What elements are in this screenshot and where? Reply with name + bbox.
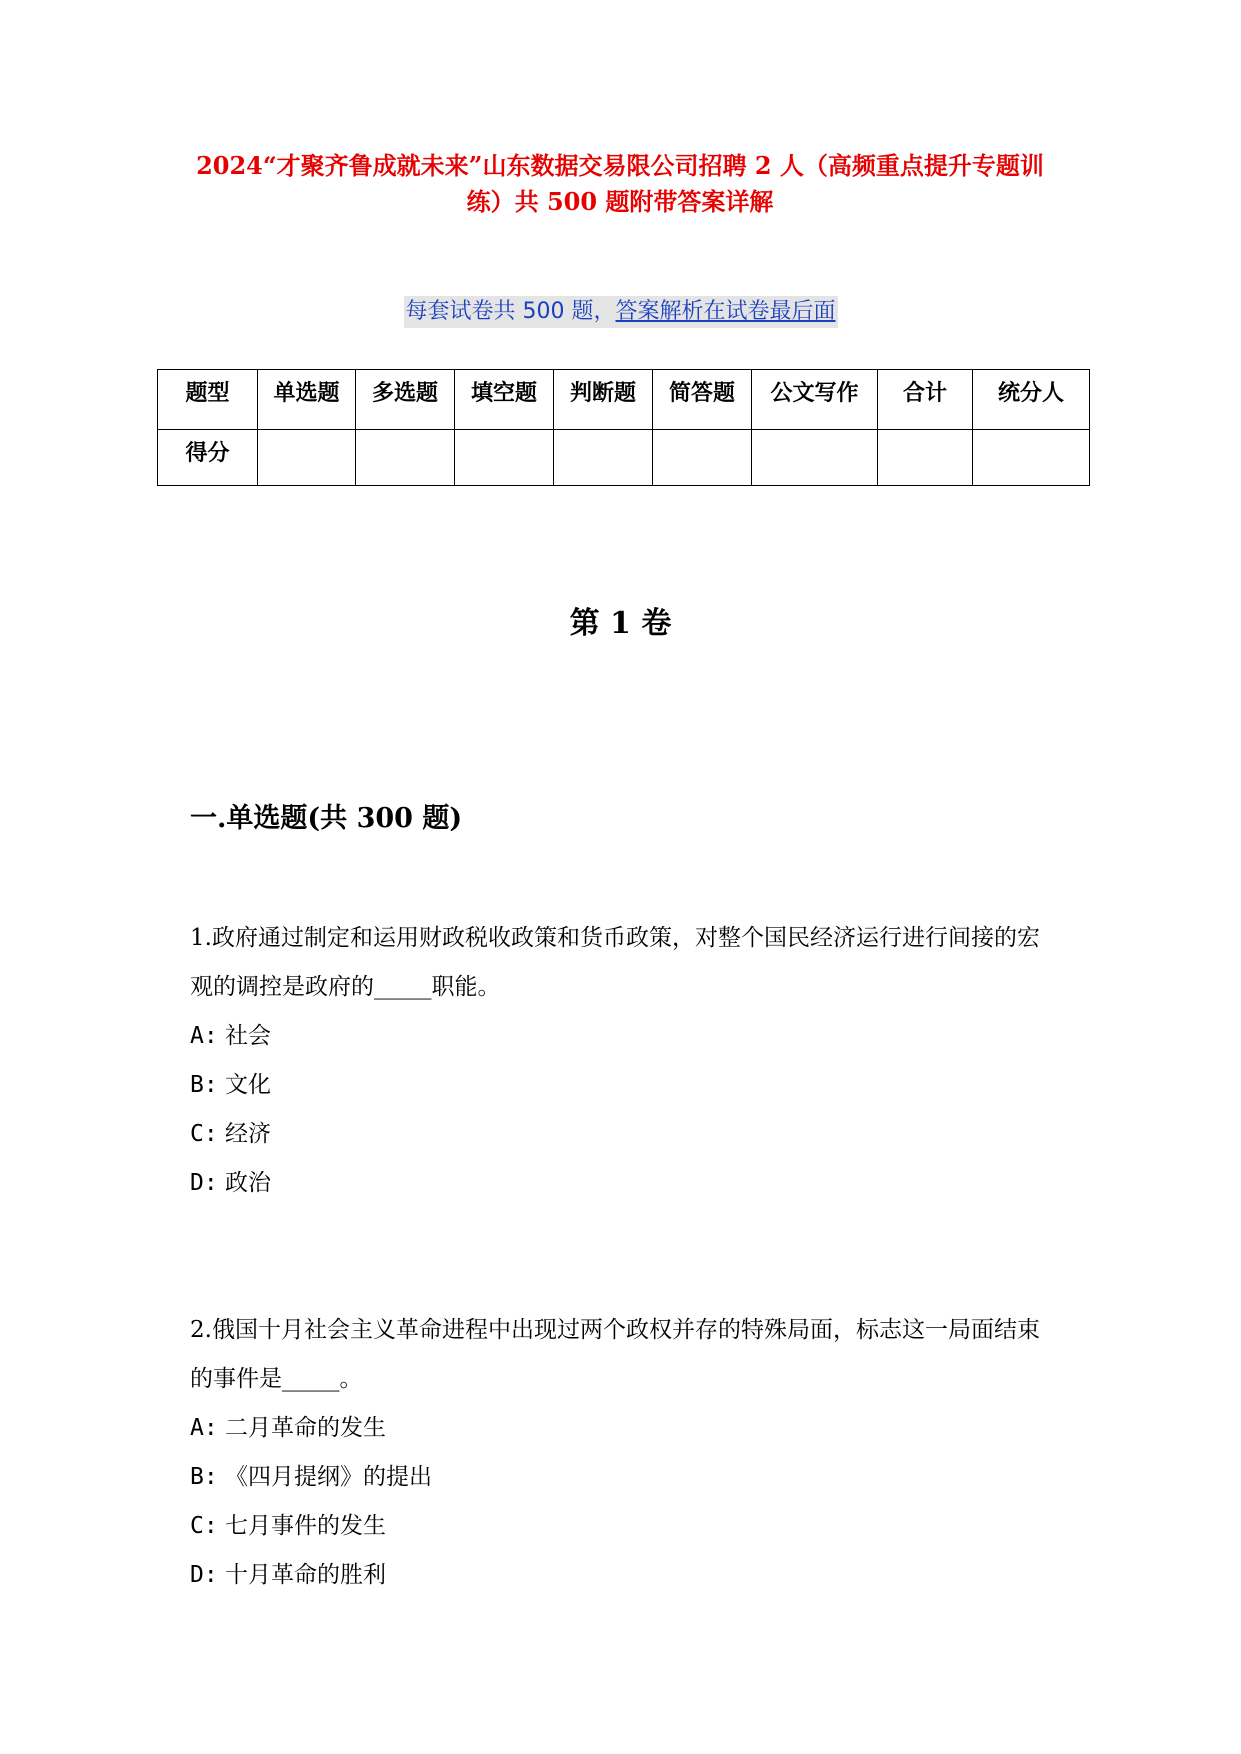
score-cell [973, 430, 1090, 486]
option-label: C: [190, 1121, 218, 1147]
score-cell [356, 430, 455, 486]
option-text: 十月革命的胜利 [225, 1562, 387, 1588]
document-title: 2024“才聚齐鲁成就未来”山东数据交易限公司招聘 2 人（高频重点提升专题训练）共 500 题附带答案详解 [196, 151, 1044, 216]
score-cell [455, 430, 554, 486]
subtitle-part1: 每套试卷共 500 题， [405, 299, 616, 324]
question-stem: 2.俄国十月社会主义革命进程中出现过两个政权并存的特殊局面，标志这一局面结束的事件是_____。 [190, 1317, 1040, 1392]
score-table-score-row [158, 430, 1090, 486]
subtitle [404, 296, 838, 328]
option-b [190, 1061, 1060, 1110]
option-label: B: [190, 1464, 218, 1490]
option-a [190, 1012, 1060, 1061]
option-text: 政治 [225, 1170, 272, 1196]
option-label: A: [190, 1415, 218, 1441]
option-b [190, 1453, 1060, 1502]
header-cell: 多选题 [356, 370, 455, 430]
header-cell: 合计 [878, 370, 973, 430]
volume-title: 第 1 卷 [569, 606, 672, 641]
question-stem: 1.政府通过制定和运用财政税收政策和货币政策，对整个国民经济运行进行间接的宏观的调控是政府的_____职能。 [190, 925, 1040, 1000]
subtitle-part2: 答案解析在试卷最后面 [615, 299, 836, 324]
header-cell: 题型 [158, 370, 258, 430]
header-cell: 简答题 [653, 370, 752, 430]
header-cell: 公文写作 [752, 370, 878, 430]
header-cell: 统分人 [973, 370, 1090, 430]
option-label: C: [190, 1513, 218, 1539]
header-cell: 填空题 [455, 370, 554, 430]
header-cell: 判断题 [554, 370, 653, 430]
option-text: 经济 [225, 1121, 272, 1147]
option-a [190, 1404, 1060, 1453]
score-cell [258, 430, 356, 486]
option-c [190, 1110, 1060, 1159]
option-d [190, 1159, 1060, 1208]
score-table-header-row [158, 370, 1090, 430]
option-c [190, 1502, 1060, 1551]
option-text: 《四月提纲》的提出 [225, 1464, 433, 1490]
subtitle-container [0, 296, 1241, 328]
option-label: A: [190, 1023, 218, 1049]
option-label: B: [190, 1072, 218, 1098]
option-text: 社会 [225, 1023, 272, 1049]
option-text: 文化 [225, 1072, 272, 1098]
section-title: 一.单选题(共 300 题) [190, 803, 463, 834]
score-cell [653, 430, 752, 486]
option-text: 七月事件的发生 [225, 1513, 387, 1539]
option-label: D: [190, 1562, 218, 1588]
question-1 [190, 914, 1060, 1208]
score-cell [878, 430, 973, 486]
score-cell [752, 430, 878, 486]
header-cell: 单选题 [258, 370, 356, 430]
option-d [190, 1551, 1060, 1600]
score-cell [554, 430, 653, 486]
question-2 [190, 1306, 1060, 1600]
option-label: D: [190, 1170, 218, 1196]
option-text: 二月革命的发生 [225, 1415, 387, 1441]
score-table [157, 369, 1090, 486]
score-row-label: 得分 [158, 430, 258, 486]
